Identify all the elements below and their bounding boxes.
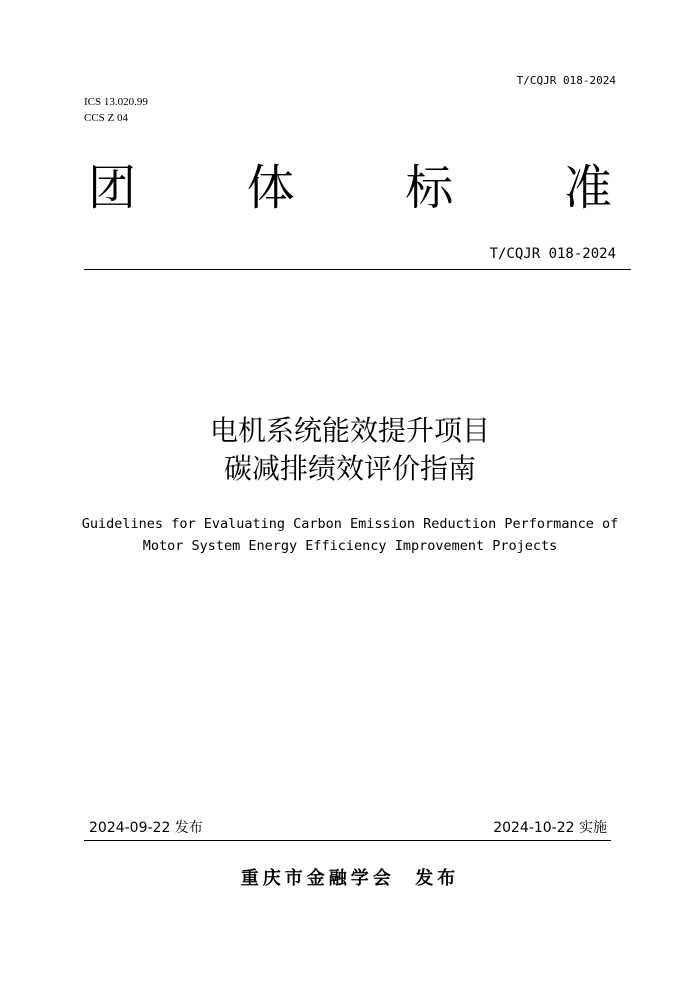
standard-type-title [84,158,616,218]
divider-top [84,269,631,270]
divider-bottom [84,840,611,841]
ccs-code: CCS Z 04 [84,112,129,124]
issue-date: 2024-09-22 发布 [89,820,203,836]
ics-code: ICS 13.020.99 [84,96,148,108]
chinese-title [0,412,700,488]
standard-type-char: 标 [405,160,454,216]
english-title-line-1: Guidelines for Evaluating Carbon Emission Reduction Performance of [81,516,619,532]
standard-type-char: 团 [87,160,136,216]
issuer: 重庆市金融学会 发布 [240,868,460,889]
chinese-title-line-2: 碳减排绩效评价指南 [223,452,476,485]
standard-type-char: 体 [246,160,295,216]
classification-codes [84,94,148,126]
english-title-line-2: Motor System Energy Efficiency Improvement Projects [142,538,558,554]
chinese-title-line-1: 电机系统能效提升项目 [209,414,490,447]
standard-type-char: 准 [563,160,612,216]
english-title [0,513,700,557]
implementation-date: 2024-10-22 实施 [493,820,607,836]
header-standard-code: T/CQJR 018-2024 [516,74,616,87]
standard-code: T/CQJR 018-2024 [489,246,616,262]
